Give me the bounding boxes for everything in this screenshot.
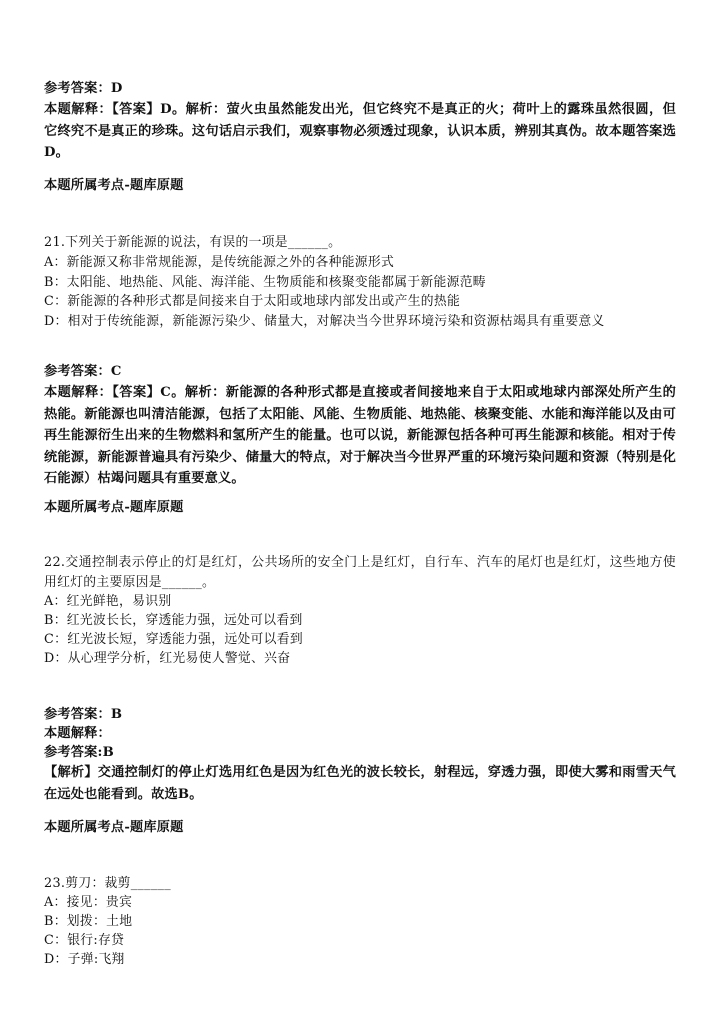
analysis-paragraph: 【解析】交通控制灯的停止灯选用红色是因为红色光的波长较长，射程远，穿透力强，即使大雾和雨雪天气在远处也能看到。故选B。 [44, 765, 676, 802]
option-a: A：新能源又称非常规能源，是传统能源之外的各种能源形式 [44, 255, 395, 270]
option-d: D：子弹:飞翔 [44, 952, 125, 967]
answer-line-repeat: 参考答案:B [44, 745, 114, 760]
question-stem: 22.交通控制表示停止的灯是红灯，公共场所的安全门上是红灯，自行车、汽车的尾灯也是红灯，这些地方使用红灯的主要原因是______。 [44, 555, 676, 590]
analysis-paragraph: 本题解释：【答案】D。解析：萤火虫虽然能发出光，但它终究不是真正的火；荷叶上的露珠虽然很圆，但它终究不是真正的珍珠。这句话启示我们，观察事物必须透过现象，认识本质，辨别其真伪。故本题答案选D。 [44, 102, 676, 160]
question-stem: 21.下列关于新能源的说法，有误的一项是______。 [44, 235, 342, 250]
option-c: C：新能源的各种形式都是间接来自于太阳或地球内部发出或产生的热能 [44, 294, 461, 309]
source-line: 本题所属考点-题库原题 [44, 500, 184, 515]
option-c: C：银行:存贷 [44, 933, 125, 948]
option-d: D：相对于传统能源，新能源污染少、储量大，对解决当今世界环境污染和资源枯竭具有重要意义 [44, 314, 605, 329]
source-line: 本题所属考点-题库原题 [44, 178, 184, 193]
option-b: B：划拨：土地 [44, 914, 133, 929]
answer-line: 参考答案：D [44, 81, 123, 96]
analysis-paragraph: 本题解释：【答案】C。解析：新能源的各种形式都是直接或者间接地来自于太阳或地球内部深处所产生的热能。新能源也叫清洁能源，包括了太阳能、风能、生物质能、地热能、核聚变能、水能和海洋能以及由可再生能源衍生出来的生物燃料和氢所产生的能量。也可以说，新能源包括各种可再生能源和核能。相对于传统能源，新能源普遍具有污染少、储量大的特点，对于解决当今世界严重的环境污染问题和资源（特别是化石能源）枯竭问题具有重要意义。 [44, 385, 676, 486]
source-line: 本题所属考点-题库原题 [44, 820, 184, 835]
option-b: B：太阳能、地热能、风能、海洋能、生物质能和核聚变能都属于新能源范畴 [44, 275, 486, 290]
analysis-label: 本题解释： [44, 726, 111, 741]
option-c: C：红光波长短，穿透能力强，远处可以看到 [44, 632, 303, 647]
answer-line: 参考答案：B [44, 707, 123, 722]
option-a: A：接见：贵宾 [44, 895, 133, 910]
option-a: A：红光鲜艳，易识别 [44, 594, 172, 609]
option-b: B：红光波长长，穿透能力强，远处可以看到 [44, 613, 303, 628]
option-d: D：从心理学分析，红光易使人警觉、兴奋 [44, 651, 291, 666]
answer-line: 参考答案：C [44, 364, 122, 379]
question-stem: 23.剪刀：裁剪______ [44, 876, 171, 891]
